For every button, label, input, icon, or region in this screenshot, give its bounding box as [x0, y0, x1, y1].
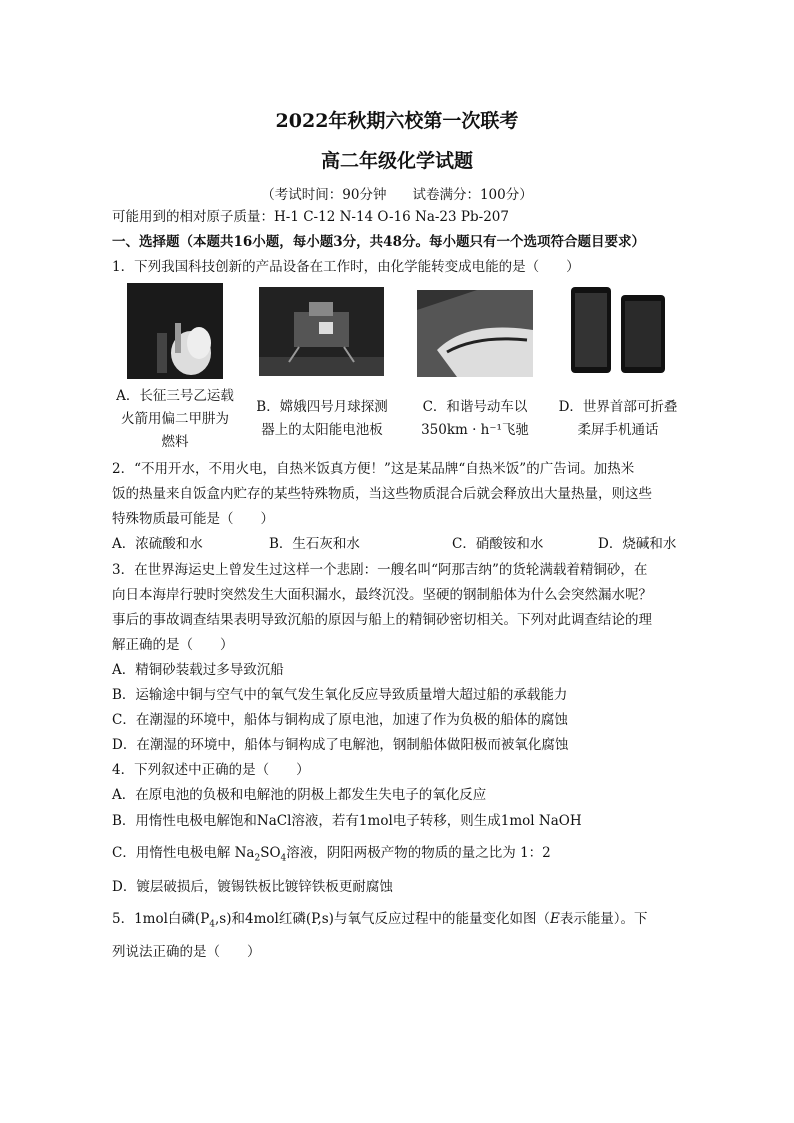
q2-line2: 饭的热量来自饭盒内贮存的某些特殊物质，当这些物质混合后就会释放出大量热量，则这些	[112, 486, 652, 502]
q1-option-c	[405, 396, 545, 442]
q5-line1-sub: 4	[209, 919, 216, 930]
q4-option-c-sub1: 2	[254, 853, 261, 864]
section-heading: 一、选择题（本题共16小题，每小题3分，共48分。每小题只有一个选项符合题目要求）	[112, 234, 645, 250]
q3-line1: 3．在世界海运史上曾发生过这样一个悲剧：一艘名叫“阿那吉纳”的货轮满载着精铜砂，在	[112, 562, 648, 578]
q1-option-a-line2: 火箭用偏二甲肼为	[121, 411, 229, 427]
q1-option-b-line2: 器上的太阳能电池板	[261, 422, 383, 438]
q2-line3: 特殊物质最可能是（ ）	[112, 511, 274, 527]
exam-score: 试卷满分：100分）	[412, 187, 533, 203]
q1-option-a-line1: A．长征三号乙运载	[116, 388, 234, 404]
q3-option-c: C．在潮湿的环境中，船体与铜构成了原电池，加速了作为负极的船体的腐蚀	[112, 712, 568, 728]
exam-info	[0, 183, 794, 203]
exam-time: （考试时间：90分钟	[261, 187, 387, 203]
q2-option-d: D．烧碱和水	[598, 536, 677, 552]
q3-line3: 事后的事故调查结果表明导致沉船的原因与船上的精铜砂密切相关。下列对此调查结论的理	[112, 612, 652, 628]
lunar-probe-photo	[259, 287, 384, 376]
foldable-phone-photo	[569, 287, 667, 376]
exam-subtitle: 高二年级化学试题	[320, 150, 473, 172]
q5-line1-e: E	[549, 911, 560, 927]
q4-option-c-pre: C．用惰性电极电解 Na	[112, 845, 255, 861]
q1-option-c-line1: C．和谐号动车以	[422, 399, 528, 415]
q2-option-a: A．浓硫酸和水	[112, 536, 203, 552]
atomic-masses: 可能用到的相对原子质量：H-1 C-12 N-14 O-16 Na-23 Pb-207	[112, 209, 509, 225]
q3-option-b: B．运输途中铜与空气中的氧气发生氧化反应导致质量增大超过船的承载能力	[112, 687, 568, 703]
q2-option-b: B．生石灰和水	[269, 536, 360, 552]
q5-line1-b: ,s)和4mol红磷(P,s)与氧气反应过程中的能量变化如图（	[215, 911, 550, 927]
exam-title: 2022年秋期六校第一次联考	[275, 110, 519, 132]
q1-option-a-line3: 燃料	[161, 434, 189, 450]
q3-line2: 向日本海岸行驶时突然发生大面积漏水，最终沉没。坚硬的钢制船体为什么会突然漏水呢？	[112, 587, 652, 603]
q5-line1-c: 表示能量）。下	[559, 911, 648, 927]
q3-line4: 解正确的是（ ）	[112, 637, 234, 653]
q4-option-c-mid: SO	[260, 845, 281, 861]
q4-option-a: A．在原电池的负极和电解池的阴极上都发生失电子的氧化反应	[112, 787, 487, 803]
rocket-launch-photo	[127, 283, 223, 379]
q1-option-b-line1: B．嫦娥四号月球探测	[256, 399, 388, 415]
q1-option-d	[548, 396, 688, 442]
q4-option-c-sub2: 4	[280, 853, 287, 864]
q1-option-d-line1: D．世界首部可折叠	[558, 399, 678, 415]
q4-stem: 4．下列叙述中正确的是（ ）	[112, 762, 310, 778]
q4-option-d: D．镀层破损后，镀锡铁板比镀锌铁板更耐腐蚀	[112, 879, 393, 895]
high-speed-train-photo	[417, 290, 533, 377]
q4-option-b: B．用惰性电极电解饱和NaCl溶液，若有1mol电子转移，则生成1mol NaOH	[112, 813, 582, 829]
q2-line1: 2．“不用开水，不用火电，自热米饭真方便！”这是某品牌“自热米饭”的广告词。加热米	[112, 461, 635, 477]
q3-option-a: A．精铜砂装载过多导致沉船	[112, 662, 284, 678]
q1-option-b	[245, 396, 399, 442]
q4-option-c-post: 溶液，阴阳两极产物的物质的量之比为 1：2	[286, 845, 551, 861]
q2-options	[112, 534, 682, 554]
q5-line2: 列说法正确的是（ ）	[112, 944, 261, 960]
q4-option-c	[112, 843, 551, 869]
q2-option-c: C．硝酸铵和水	[452, 536, 544, 552]
q1-option-a	[105, 385, 245, 454]
q5-line1	[112, 909, 648, 935]
q5-line1-a: 5．1mol白磷(P	[112, 911, 210, 927]
q1-stem: 1．下列我国科技创新的产品设备在工作时，由化学能转变成电能的是（ ）	[112, 259, 580, 275]
q3-option-d: D．在潮湿的环境中，船体与铜构成了电解池，钢制船体做阳极而被氧化腐蚀	[112, 737, 569, 753]
q1-option-d-line2: 柔屏手机通话	[577, 422, 659, 438]
q1-option-c-line2: 350km · h⁻¹飞驰	[421, 422, 529, 438]
